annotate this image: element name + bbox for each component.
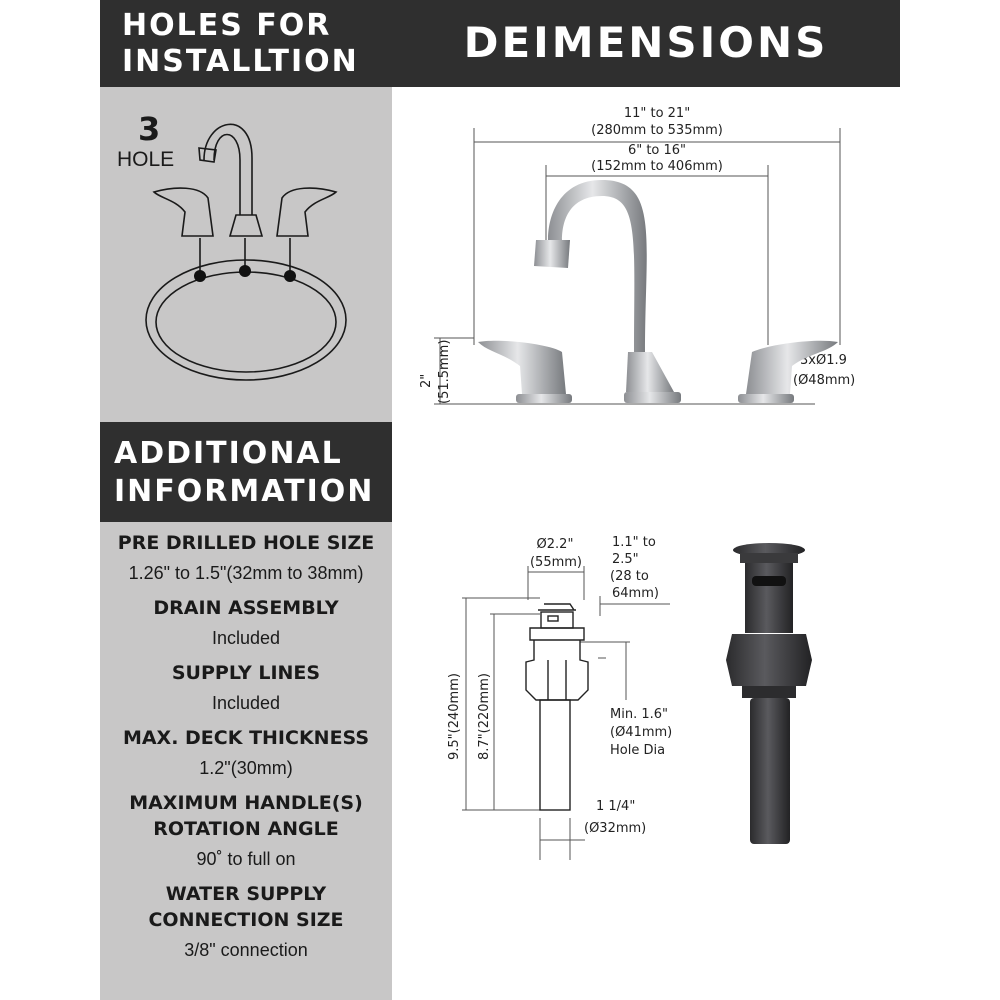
info-value-rotation: 90˚ to full on bbox=[196, 849, 296, 869]
drain-product-icon bbox=[726, 543, 812, 844]
hole-marker-right bbox=[284, 270, 296, 282]
deck-range-line3: (28 to bbox=[610, 569, 649, 584]
info-list bbox=[100, 530, 392, 972]
info-heading-rotation-1: MAXIMUM HANDLE(S) bbox=[129, 792, 363, 814]
hole-marker-center bbox=[239, 265, 251, 277]
base-diameter-mm: (Ø48mm) bbox=[793, 373, 856, 388]
total-height-label: 9.5"(240mm) bbox=[447, 673, 462, 760]
pipe-dia-mm: (Ø32mm) bbox=[584, 821, 647, 836]
info-heading-drain: DRAIN ASSEMBLY bbox=[153, 597, 339, 619]
faucet-sketch-icon bbox=[146, 124, 346, 380]
cap-diameter-mm: (55mm) bbox=[529, 555, 583, 570]
info-heading-rotation-2: ROTATION ANGLE bbox=[153, 818, 339, 840]
deck-range-line4: 64mm) bbox=[612, 586, 659, 601]
height-label: 2" bbox=[419, 373, 434, 388]
center-width-mm: (152mm to 406mm) bbox=[591, 159, 723, 174]
hole-dia-line3: Hole Dia bbox=[610, 743, 666, 758]
info-heading-supply: SUPPLY LINES bbox=[171, 662, 321, 684]
faucet-product-icon bbox=[478, 180, 838, 403]
info-heading-deck: MAX. DECK THICKNESS bbox=[122, 727, 370, 749]
drain-diagram-icon bbox=[526, 604, 588, 810]
dimensions-title: DEIMENSIONS bbox=[463, 18, 829, 67]
info-value-drain: Included bbox=[211, 628, 281, 648]
base-diameter-label: 3xØ1.9 bbox=[800, 353, 847, 368]
body-height-label: 8.7"(220mm) bbox=[477, 673, 492, 760]
info-value-supply: Included bbox=[211, 693, 281, 713]
cap-diameter-label: Ø2.2" bbox=[536, 537, 574, 552]
hole-dia-line2: (Ø41mm) bbox=[610, 725, 673, 740]
additional-header-line2: INFORMATION bbox=[114, 474, 375, 509]
hole-marker-left bbox=[194, 270, 206, 282]
info-heading-water-2: CONNECTION SIZE bbox=[148, 909, 344, 931]
info-value-water: 3/8" connection bbox=[184, 940, 308, 960]
height-mm: (51.5mm) bbox=[437, 339, 452, 404]
holes-header-line1: HOLES FOR bbox=[122, 8, 332, 43]
center-width-label: 6" to 16" bbox=[627, 143, 687, 158]
info-value-pre-drilled: 1.26" to 1.5"(32mm to 38mm) bbox=[128, 563, 364, 583]
hole-count-number: 3 bbox=[138, 110, 161, 148]
hole-dia-line1: Min. 1.6" bbox=[610, 707, 668, 722]
overall-width-mm: (280mm to 535mm) bbox=[591, 123, 723, 138]
hole-count-label: HOLE bbox=[117, 148, 175, 171]
holes-header-line2: INSTALLTION bbox=[122, 44, 359, 79]
additional-header-line1: ADDITIONAL bbox=[114, 436, 343, 471]
deck-range-line2: 2.5" bbox=[612, 552, 639, 567]
deck-range-line1: 1.1" to bbox=[612, 535, 656, 550]
pipe-dia-label: 1 1/4" bbox=[596, 799, 636, 814]
info-heading-pre-drilled: PRE DRILLED HOLE SIZE bbox=[117, 532, 375, 554]
info-value-deck: 1.2"(30mm) bbox=[199, 758, 293, 778]
info-heading-water-1: WATER SUPPLY bbox=[165, 883, 327, 905]
overall-width-label: 11" to 21" bbox=[623, 106, 691, 121]
